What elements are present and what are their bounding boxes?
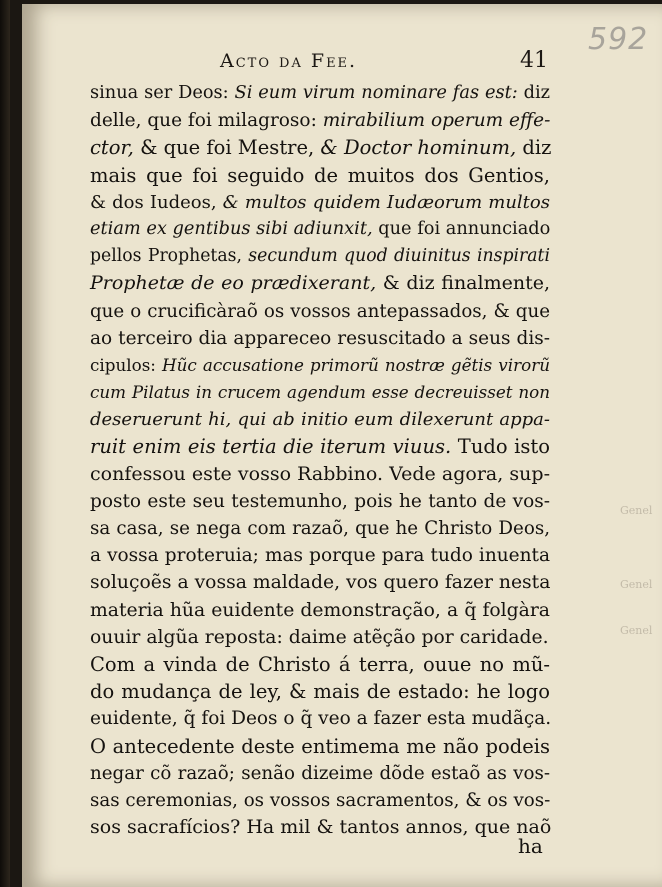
text-line bbox=[90, 760, 550, 787]
text-segment: sos sacrafícios? Ha mil & tantos annos, que naõ bbox=[90, 816, 552, 839]
text-line bbox=[90, 107, 550, 134]
text-segment: pellos Prophetas, bbox=[90, 246, 249, 267]
text-line bbox=[90, 243, 550, 270]
text-line bbox=[90, 488, 550, 515]
text-line bbox=[90, 705, 550, 732]
text-line bbox=[90, 814, 550, 841]
text-segment: & diz finalmente, bbox=[376, 272, 551, 295]
handwritten-page-annotation: 592 bbox=[588, 22, 649, 57]
text-line bbox=[90, 542, 550, 569]
text-segment: ao terceiro dia appareceo resuscitado a seus dis- bbox=[90, 327, 550, 349]
latin-quote: & Doctor hominum, bbox=[320, 136, 517, 160]
book-page bbox=[22, 4, 662, 887]
text-segment: do mudança de ley, & mais de estado: he logo bbox=[90, 680, 550, 704]
latin-quote: Prophetæ de eo prædixerant, bbox=[90, 272, 377, 295]
text-segment: Tudo isto bbox=[451, 435, 550, 459]
text-segment: sinua ser Deos: bbox=[90, 83, 235, 103]
running-title: Acto da Fee. bbox=[220, 50, 358, 72]
text-line bbox=[90, 461, 550, 488]
latin-quote: cum Pilatus in crucem agendum esse decreuisset non bbox=[90, 382, 550, 403]
text-segment: materia hũa euidente demonstração, a q̃ folgàra bbox=[90, 599, 550, 621]
text-segment: confessou este vosso Rabbino. Vede agora, sup- bbox=[90, 462, 550, 485]
text-segment: & que foi Mestre, bbox=[133, 136, 321, 160]
text-segment: sas ceremonias, os vossos sacramentos, & os vos- bbox=[90, 789, 551, 811]
text-segment: posto este seu testemunho, pois he tanto de vos- bbox=[90, 490, 550, 512]
text-segment: diz bbox=[516, 136, 552, 160]
text-segment: mais que foi seguido de muitos dos Gentios, bbox=[90, 163, 550, 187]
latin-quote: mirabilium operum effe- bbox=[322, 110, 551, 132]
bleed-through-mark: Genel bbox=[620, 578, 653, 591]
text-line bbox=[90, 216, 550, 243]
catchword: ha bbox=[518, 834, 543, 858]
latin-quote: ruit enim eis tertia die iterum viuus. bbox=[90, 435, 452, 459]
text-line bbox=[90, 352, 550, 379]
latin-quote: Hũc accusatione primorũ nostræ gẽtis virorũ bbox=[162, 354, 550, 375]
bleed-through-mark: Genel bbox=[620, 504, 653, 517]
text-line bbox=[90, 80, 550, 107]
text-line bbox=[90, 406, 550, 433]
text-segment: que o crucificàraõ os vossos antepassados, & que bbox=[90, 300, 550, 322]
bleed-through-mark: Genel bbox=[620, 624, 653, 637]
text-segment: & dos Iudeos, bbox=[90, 191, 223, 213]
text-line bbox=[90, 298, 550, 325]
text-segment: que foi annunciado bbox=[372, 218, 551, 239]
page-number: 41 bbox=[520, 48, 548, 73]
text-line bbox=[90, 787, 550, 814]
text-line bbox=[90, 624, 550, 651]
text-segment: cipulos: bbox=[90, 354, 163, 375]
text-line bbox=[90, 162, 550, 189]
text-segment: Com a vinda de Christo á terra, ouue no mũ- bbox=[90, 652, 550, 676]
text-line bbox=[90, 733, 550, 760]
text-line bbox=[90, 325, 550, 352]
text-segment: euidente, q̃ foi Deos o q̃ veo a fazer esta mudãça. bbox=[90, 708, 552, 730]
text-line bbox=[90, 569, 550, 596]
latin-quote: deseruerunt hi, qui ab initio eum dilexerunt appa- bbox=[90, 409, 550, 431]
text-line bbox=[90, 134, 550, 161]
text-line bbox=[90, 189, 550, 216]
text-segment: ouuir algũa reposta: daime atẽção por caridade. bbox=[90, 626, 549, 648]
latin-quote: ctor, bbox=[90, 136, 134, 160]
text-line bbox=[90, 651, 550, 678]
text-segment: a vossa proteruia; mas porque para tudo inuenta bbox=[90, 545, 550, 567]
text-segment: sa casa, se nega com razaõ, que he Christo Deos, bbox=[90, 518, 550, 539]
body-text bbox=[90, 80, 550, 841]
text-segment: soluçoẽs a vossa maldade, vos quero fazer nesta bbox=[90, 572, 551, 594]
text-segment: O antecedente deste entimema me não podeis bbox=[90, 734, 550, 758]
text-line bbox=[90, 433, 550, 460]
text-segment: diz bbox=[517, 83, 550, 103]
text-segment: delle, que foi milagroso: bbox=[90, 110, 323, 132]
latin-quote: Si eum virum nominare fas est: bbox=[234, 83, 518, 103]
text-line bbox=[90, 597, 550, 624]
text-line bbox=[90, 515, 550, 542]
latin-quote: etiam ex gentibus sibi adiunxit, bbox=[90, 218, 373, 239]
text-segment: negar cõ razaõ; senão dizeime dõde estaõ as vos- bbox=[90, 762, 550, 784]
latin-quote: secundum quod diuinitus inspirati bbox=[248, 246, 550, 267]
page-header bbox=[22, 50, 662, 80]
text-line bbox=[90, 379, 550, 406]
latin-quote: & multos quidem Iudæorum multos bbox=[222, 191, 550, 213]
text-line bbox=[90, 270, 550, 297]
book-spine-shadow bbox=[0, 0, 10, 887]
text-line bbox=[90, 678, 550, 705]
